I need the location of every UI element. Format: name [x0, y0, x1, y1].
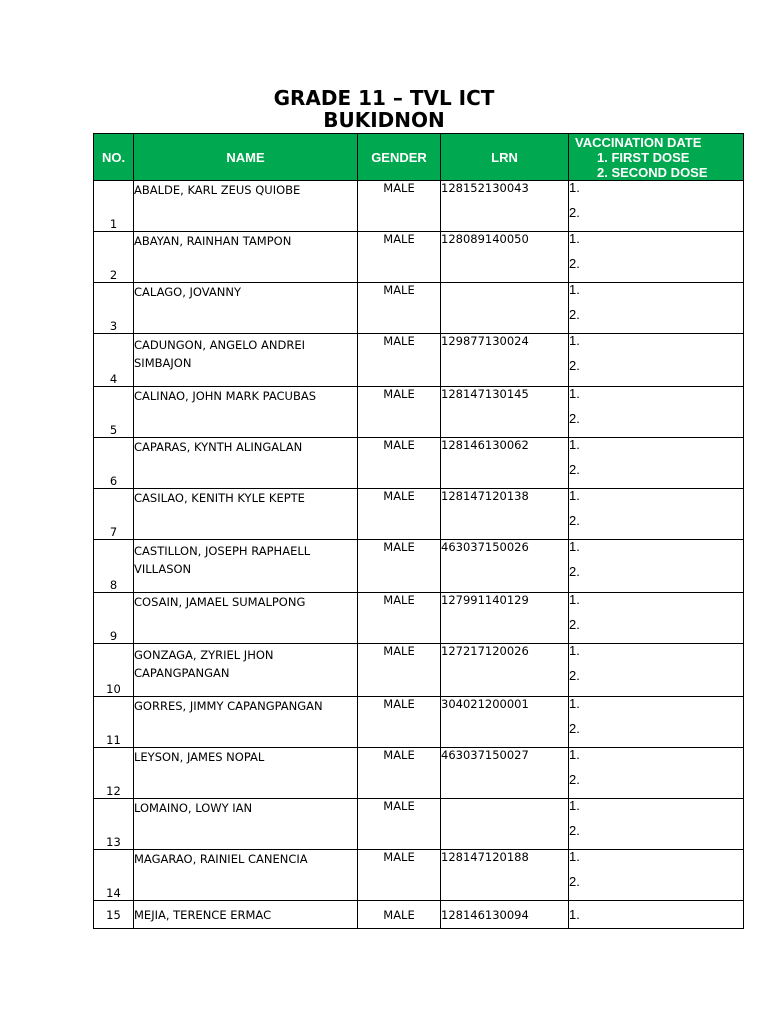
cell-vaccination-dates [569, 901, 744, 929]
header-name: NAME [134, 134, 358, 181]
cell-no: 6 [94, 438, 134, 489]
document-title: GRADE 11 – TVL ICT [273, 86, 495, 110]
cell-name: LOMAINO, LOWY IAN [134, 799, 358, 850]
first-dose-marker: 1. [569, 592, 580, 607]
table-row [94, 799, 744, 850]
cell-lrn: 463037150026 [441, 540, 569, 593]
cell-name: CAPARAS, KYNTH ALINGALAN [134, 438, 358, 489]
header-vaccination-date [569, 134, 744, 181]
second-dose-marker: 2. [569, 617, 580, 632]
cell-vaccination-dates [569, 438, 744, 489]
cell-name: CALINAO, JOHN MARK PACUBAS [134, 387, 358, 438]
cell-name: LEYSON, JAMES NOPAL [134, 748, 358, 799]
header-first-dose: 1. FIRST DOSE [597, 149, 690, 165]
cell-no: 11 [94, 697, 134, 748]
second-dose-marker: 2. [569, 256, 580, 271]
cell-lrn: 129877130024 [441, 334, 569, 387]
second-dose-marker: 2. [569, 668, 580, 683]
table-row [94, 748, 744, 799]
table-row [94, 334, 744, 387]
cell-no: 10 [94, 644, 134, 697]
second-dose-marker: 2. [569, 721, 580, 736]
cell-no: 2 [94, 232, 134, 283]
cell-lrn: 128089140050 [441, 232, 569, 283]
cell-lrn: 128146130094 [441, 901, 569, 929]
cell-vaccination-dates [569, 644, 744, 697]
header-lrn: LRN [441, 134, 569, 181]
cell-lrn: 128147120188 [441, 850, 569, 901]
cell-gender: MALE [358, 387, 441, 438]
table-row [94, 850, 744, 901]
cell-gender: MALE [358, 799, 441, 850]
table-row [94, 387, 744, 438]
first-dose-marker: 1. [569, 643, 580, 658]
cell-no: 4 [94, 334, 134, 387]
first-dose-marker: 1. [569, 539, 580, 554]
cell-gender: MALE [358, 232, 441, 283]
cell-gender: MALE [358, 540, 441, 593]
second-dose-marker: 2. [569, 411, 580, 426]
cell-name: MAGARAO, RAINIEL CANENCIA [134, 850, 358, 901]
cell-no: 15 [94, 901, 134, 929]
second-dose-marker: 2. [569, 772, 580, 787]
cell-lrn: 127991140129 [441, 593, 569, 644]
table-row [94, 283, 744, 334]
table-body [94, 181, 744, 929]
first-dose-marker: 1. [569, 696, 580, 711]
cell-name: MEJIA, TERENCE ERMAC [134, 901, 358, 929]
header-vaccination-title: VACCINATION DATE [575, 134, 702, 150]
cell-lrn: 127217120026 [441, 644, 569, 697]
first-dose-marker: 1. [569, 747, 580, 762]
cell-gender: MALE [358, 334, 441, 387]
cell-gender: MALE [358, 489, 441, 540]
cell-name: CADUNGON, ANGELO ANDREI SIMBAJON [134, 334, 358, 387]
cell-no: 5 [94, 387, 134, 438]
cell-name: CALAGO, JOVANNY [134, 283, 358, 334]
table-row [94, 540, 744, 593]
second-dose-marker: 2. [569, 307, 580, 322]
cell-vaccination-dates [569, 283, 744, 334]
cell-name: GORRES, JIMMY CAPANGPANGAN [134, 697, 358, 748]
first-dose-marker: 1. [569, 437, 580, 452]
table-row [94, 438, 744, 489]
cell-lrn: 128152130043 [441, 181, 569, 232]
cell-vaccination-dates [569, 387, 744, 438]
cell-name: CASILAO, KENITH KYLE KEPTE [134, 489, 358, 540]
cell-gender: MALE [358, 697, 441, 748]
first-dose-marker: 1. [569, 906, 580, 922]
second-dose-marker: 2. [569, 205, 580, 220]
second-dose-marker: 2. [569, 462, 580, 477]
cell-gender: MALE [358, 438, 441, 489]
student-vaccination-table [93, 133, 744, 929]
first-dose-marker: 1. [569, 333, 580, 348]
cell-no: 1 [94, 181, 134, 232]
header-second-dose: 2. SECOND DOSE [597, 164, 708, 180]
cell-vaccination-dates [569, 850, 744, 901]
cell-gender: MALE [358, 181, 441, 232]
cell-lrn: 128147130145 [441, 387, 569, 438]
cell-vaccination-dates [569, 540, 744, 593]
cell-gender: MALE [358, 593, 441, 644]
cell-vaccination-dates [569, 489, 744, 540]
cell-gender: MALE [358, 283, 441, 334]
cell-name: ABALDE, KARL ZEUS QUIOBE [134, 181, 358, 232]
cell-no: 12 [94, 748, 134, 799]
cell-vaccination-dates [569, 181, 744, 232]
second-dose-marker: 2. [569, 358, 580, 373]
first-dose-marker: 1. [569, 386, 580, 401]
cell-lrn: 304021200001 [441, 697, 569, 748]
cell-name: ABAYAN, RAINHAN TAMPON [134, 232, 358, 283]
cell-vaccination-dates [569, 697, 744, 748]
cell-gender: MALE [358, 850, 441, 901]
second-dose-marker: 2. [569, 564, 580, 579]
first-dose-marker: 1. [569, 798, 580, 813]
second-dose-marker: 2. [569, 823, 580, 838]
table-row [94, 901, 744, 929]
cell-lrn [441, 799, 569, 850]
table-row [94, 181, 744, 232]
cell-vaccination-dates [569, 334, 744, 387]
first-dose-marker: 1. [569, 231, 580, 246]
table-row [94, 593, 744, 644]
table-header-row [94, 134, 744, 181]
cell-no: 7 [94, 489, 134, 540]
header-no: NO. [94, 134, 134, 181]
cell-name: COSAIN, JAMAEL SUMALPONG [134, 593, 358, 644]
cell-gender: MALE [358, 748, 441, 799]
cell-lrn: 128147120138 [441, 489, 569, 540]
cell-no: 13 [94, 799, 134, 850]
cell-vaccination-dates [569, 232, 744, 283]
table-row [94, 489, 744, 540]
first-dose-marker: 1. [569, 180, 580, 195]
cell-gender: MALE [358, 644, 441, 697]
document-subtitle: BUKIDNON [323, 108, 445, 132]
cell-no: 3 [94, 283, 134, 334]
first-dose-marker: 1. [569, 488, 580, 503]
cell-vaccination-dates [569, 593, 744, 644]
first-dose-marker: 1. [569, 849, 580, 864]
second-dose-marker: 2. [569, 874, 580, 889]
cell-no: 8 [94, 540, 134, 593]
second-dose-marker: 2. [569, 513, 580, 528]
cell-name: CASTILLON, JOSEPH RAPHAELL VILLASON [134, 540, 358, 593]
header-gender: GENDER [358, 134, 441, 181]
cell-lrn: 463037150027 [441, 748, 569, 799]
cell-no: 9 [94, 593, 134, 644]
cell-vaccination-dates [569, 748, 744, 799]
table-row [94, 644, 744, 697]
cell-lrn [441, 283, 569, 334]
cell-lrn: 128146130062 [441, 438, 569, 489]
cell-no: 14 [94, 850, 134, 901]
table-row [94, 697, 744, 748]
first-dose-marker: 1. [569, 282, 580, 297]
cell-name: GONZAGA, ZYRIEL JHON CAPANGPANGAN [134, 644, 358, 697]
table-row [94, 232, 744, 283]
cell-vaccination-dates [569, 799, 744, 850]
cell-gender: MALE [358, 901, 441, 929]
